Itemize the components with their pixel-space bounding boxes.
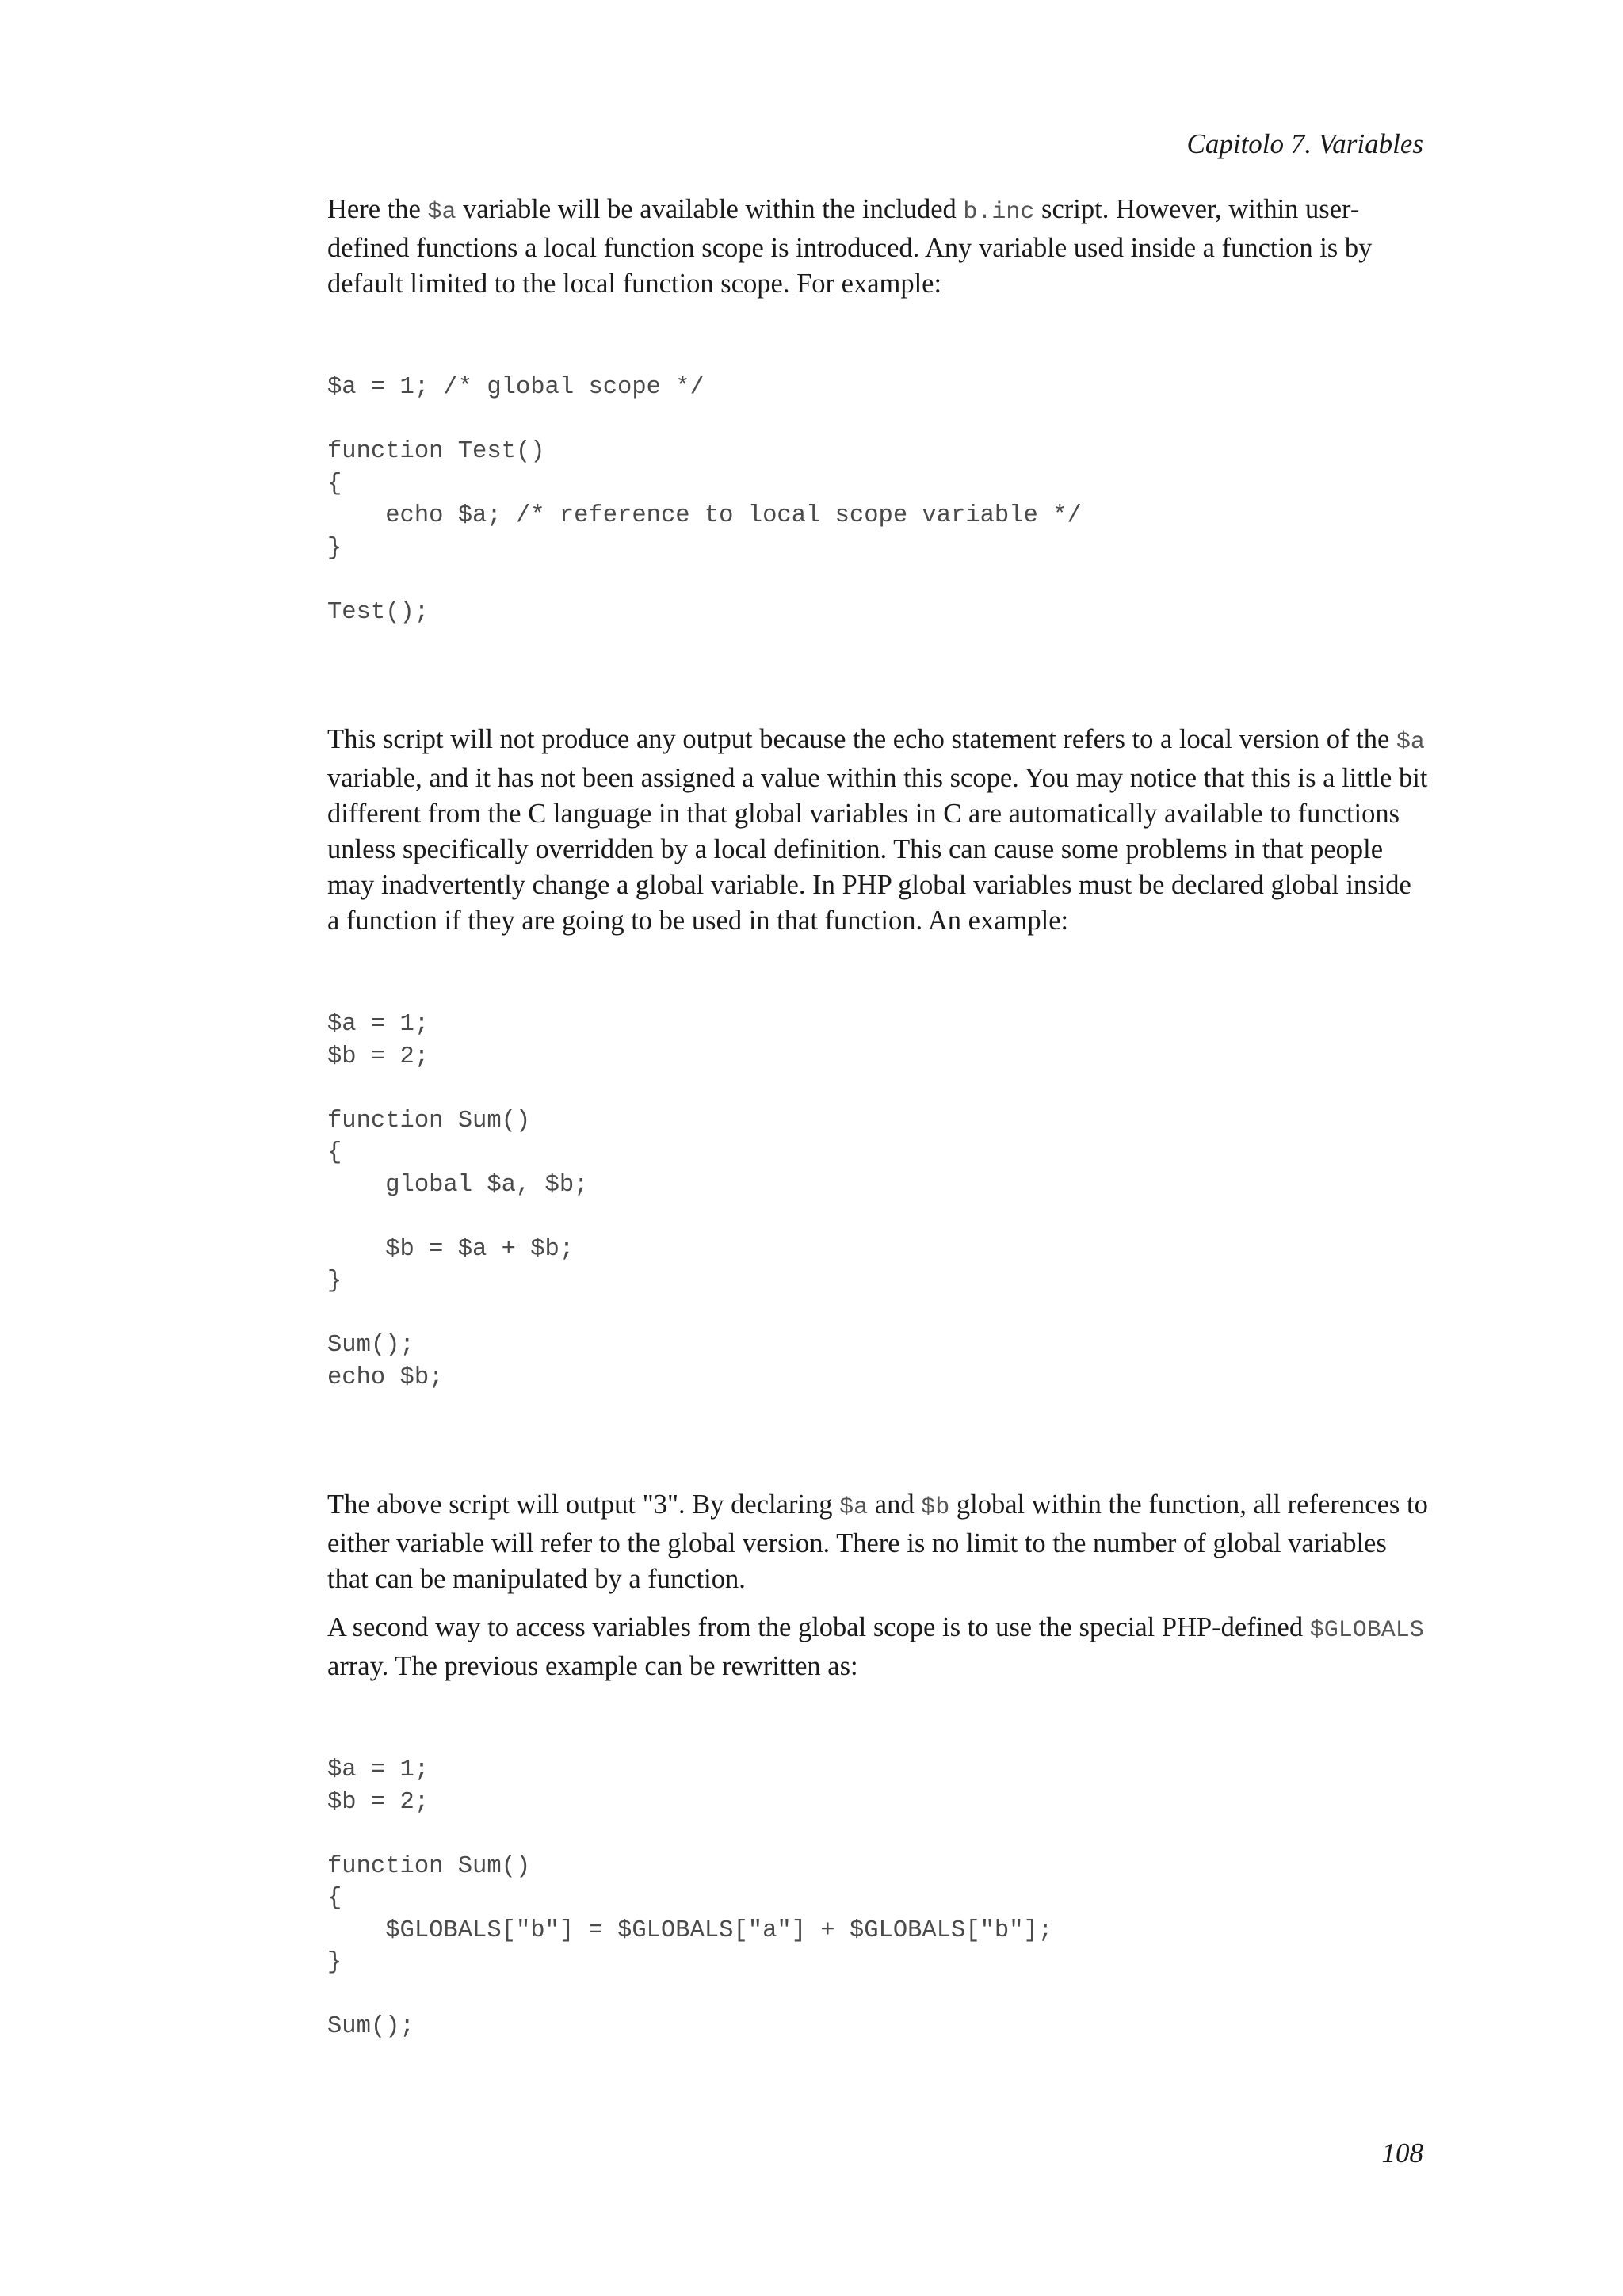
text-run: The above script will output "3". By declaring <box>327 1489 840 1520</box>
code-line: function Sum() <box>327 1852 531 1880</box>
inline-code: $a <box>427 199 456 226</box>
code-line: { <box>327 1139 342 1166</box>
code-line: $a = 1; /* global scope */ <box>327 374 705 401</box>
code-line: function Sum() <box>327 1107 531 1135</box>
code-line: $GLOBALS["b"] = $GLOBALS["a"] + $GLOBALS["b"]; <box>327 1917 1053 1944</box>
paragraph-explanation <box>327 722 1429 939</box>
code-line: { <box>327 470 342 498</box>
inline-code: $b <box>921 1494 950 1521</box>
page-number: 108 <box>1381 2138 1423 2168</box>
code-line: $a = 1; <box>327 1011 430 1038</box>
inline-code: $GLOBALS <box>1309 1617 1424 1644</box>
code-line: } <box>327 1949 342 1976</box>
paragraph-intro <box>327 192 1429 302</box>
code-line: } <box>327 1268 342 1295</box>
code-line: global $a, $b; <box>327 1171 589 1199</box>
code-block-1 <box>327 372 1429 628</box>
code-line: Test(); <box>327 598 430 626</box>
inline-code: b.inc <box>963 199 1035 226</box>
code-line: } <box>327 534 342 562</box>
code-line: function Test() <box>327 438 545 465</box>
paragraph-globals <box>327 1610 1429 1684</box>
code-line: echo $b; <box>327 1363 444 1391</box>
code-block-3 <box>327 1754 1429 2043</box>
code-block-2 <box>327 1009 1429 1394</box>
text-run: and <box>868 1489 922 1520</box>
inline-code: $a <box>839 1494 869 1521</box>
page-content <box>327 190 1429 2043</box>
code-line: { <box>327 1885 342 1912</box>
text-run: This script will not produce any output because the echo statement refers to a local version of the <box>327 724 1396 754</box>
paragraph-output <box>327 1487 1429 1597</box>
text-run: A second way to access variables from the global scope is to use the special PHP-defined <box>327 1612 1310 1642</box>
code-line: $b = 2; <box>327 1043 430 1070</box>
inline-code: $a <box>1396 729 1425 756</box>
code-line: $a = 1; <box>327 1756 430 1783</box>
text-run: Here the <box>327 194 428 224</box>
text-run: array. The previous example can be rewritten as: <box>327 1651 858 1681</box>
text-run: script. However, within user-defined functions a local function scope is introduced. Any variable used inside a function is by default limited to the local function scope. For example: <box>327 194 1373 299</box>
code-line: $b = $a + $b; <box>327 1235 575 1263</box>
text-run: global within the function, all references to either variable will refer to the global version. There is no limit to the number of global variables that can be manipulated by a function. <box>327 1489 1428 1594</box>
running-header: Capitolo 7. Variables <box>1186 128 1423 159</box>
text-run: variable will be available within the included <box>456 194 964 224</box>
code-line: Sum(); <box>327 1332 414 1359</box>
code-line: echo $a; /* reference to local scope variable */ <box>327 502 1082 529</box>
code-line: Sum(); <box>327 2013 414 2040</box>
text-run: variable, and it has not been assigned a value within this scope. You may notice that this is a little bit different from the C language in that global variables in C are automatically available to functions unless specifically overridden by a local definition. This can cause some problems in that people may inadvertently change a global variable. In PHP global variables must be declared global inside a function if they are going to be used in that function. An example: <box>327 763 1428 936</box>
code-line: $b = 2; <box>327 1788 430 1816</box>
